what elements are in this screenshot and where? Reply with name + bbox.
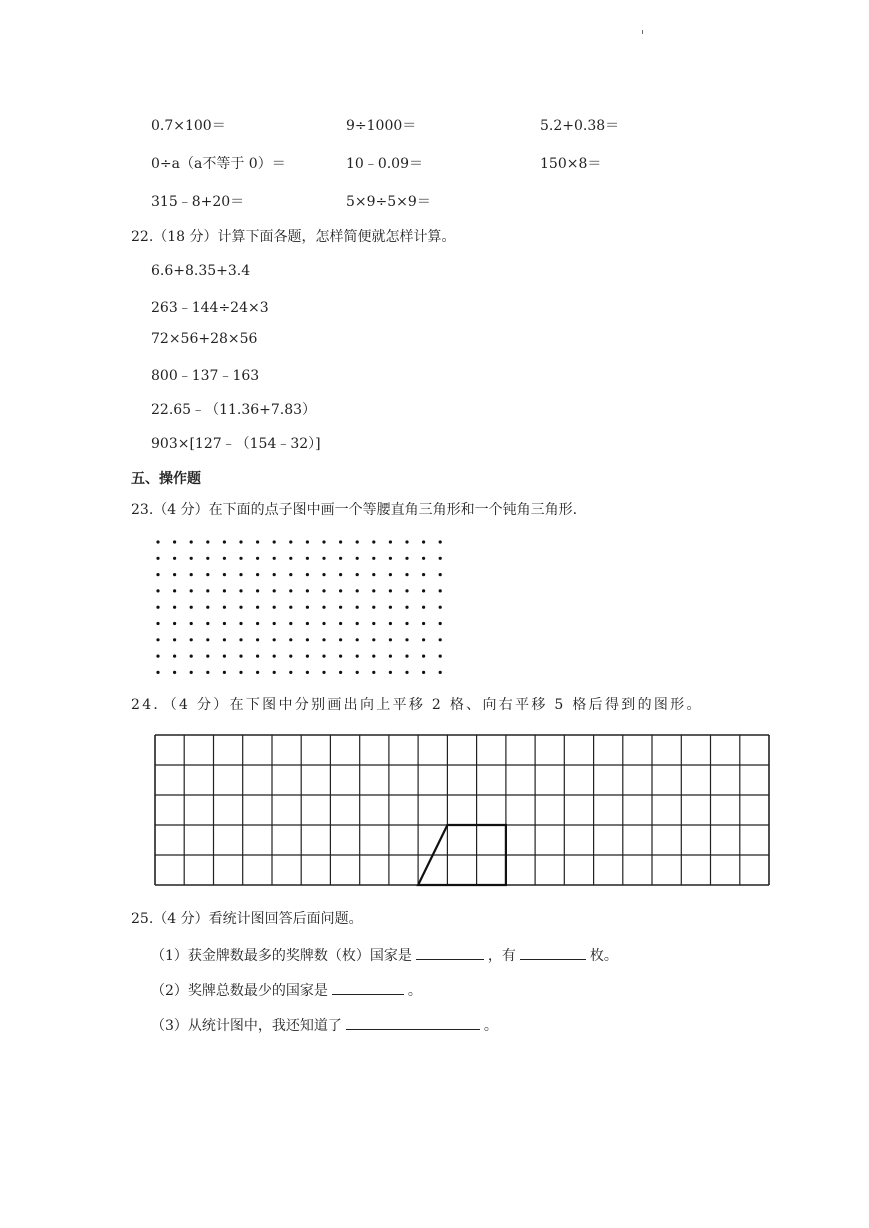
grid-dot	[239, 671, 242, 674]
grid-dot	[405, 638, 408, 641]
grid-dot	[223, 655, 226, 658]
grid-dot	[156, 573, 159, 576]
grid-dot	[173, 622, 176, 625]
grid-dot	[239, 606, 242, 609]
grid-dot	[223, 606, 226, 609]
mental-math-r3c1: 315﹣8+20＝	[151, 194, 245, 210]
grid-dot	[173, 638, 176, 641]
grid-dot	[256, 589, 259, 592]
grid-dot	[273, 540, 276, 543]
grid-dot	[389, 606, 392, 609]
grid-dot	[223, 638, 226, 641]
dot-grid[interactable]	[150, 534, 450, 679]
grid-dot	[389, 589, 392, 592]
q23-title: 23.（4 分）在下面的点子图中画一个等腰直角三角形和一个钝角三角形.	[131, 502, 578, 518]
grid-dot	[273, 671, 276, 674]
grid-dot	[156, 638, 159, 641]
grid-dot	[322, 671, 325, 674]
grid-dot	[256, 606, 259, 609]
grid-dot	[223, 671, 226, 674]
grid-dot	[256, 655, 259, 658]
grid-dot	[339, 671, 342, 674]
q22-title: 22.（18 分）计算下面各题，怎样简便就怎样计算。	[131, 229, 456, 245]
grid-dot	[422, 638, 425, 641]
grid-dot	[372, 671, 375, 674]
grid-dot	[372, 557, 375, 560]
grid-dot	[439, 557, 442, 560]
square-grid[interactable]	[150, 728, 775, 893]
grid-dot	[356, 557, 359, 560]
grid-dot	[372, 573, 375, 576]
grid-dot	[289, 540, 292, 543]
grid-dot	[322, 557, 325, 560]
grid-dot	[322, 540, 325, 543]
grid-dot	[306, 573, 309, 576]
grid-dot	[173, 573, 176, 576]
grid-dot	[306, 638, 309, 641]
q25-sub1	[151, 945, 618, 965]
grid-dot	[223, 589, 226, 592]
grid-dot	[422, 606, 425, 609]
grid-dot	[190, 622, 193, 625]
grid-dot	[306, 622, 309, 625]
q25-sub2	[151, 980, 422, 1000]
grid-dot	[206, 622, 209, 625]
grid-dot	[389, 655, 392, 658]
answer-blank-1[interactable]	[416, 945, 484, 960]
grid-dot	[389, 622, 392, 625]
grid-dot	[306, 671, 309, 674]
mental-math-r2c3: 150×8＝	[540, 156, 602, 172]
grid-dot	[439, 573, 442, 576]
grid-dot	[156, 671, 159, 674]
grid-dot	[356, 540, 359, 543]
grid-dot	[206, 540, 209, 543]
grid-dot	[190, 655, 193, 658]
mental-math-r1c3: 5.2+0.38＝	[540, 118, 620, 134]
grid-dot	[422, 655, 425, 658]
grid-dot	[173, 589, 176, 592]
q25-title: 25.（4 分）看统计图回答后面问题。	[131, 911, 363, 927]
grid-dot	[372, 540, 375, 543]
grid-dot	[322, 655, 325, 658]
q22-item-6: 903×[127﹣（154﹣32）]	[151, 436, 321, 452]
grid-dot	[339, 557, 342, 560]
grid-dot	[356, 638, 359, 641]
grid-dot	[273, 589, 276, 592]
grid-dot	[206, 589, 209, 592]
grid-dot	[173, 671, 176, 674]
grid-dot	[289, 606, 292, 609]
grid-dot	[356, 573, 359, 576]
q22-item-5: 22.65﹣（11.36+7.83）	[151, 402, 317, 418]
grid-dot	[239, 573, 242, 576]
grid-dot	[256, 540, 259, 543]
grid-dot	[206, 557, 209, 560]
grid-dot	[239, 638, 242, 641]
grid-dot	[289, 557, 292, 560]
q22-item-4: 800﹣137﹣163	[151, 368, 260, 384]
grid-dot	[156, 540, 159, 543]
grid-dot	[190, 671, 193, 674]
grid-dot	[223, 573, 226, 576]
grid-dot	[273, 573, 276, 576]
grid-dot	[289, 589, 292, 592]
grid-dot	[389, 557, 392, 560]
grid-dot	[190, 606, 193, 609]
q25-sub3	[151, 1015, 498, 1035]
grid-dot	[190, 589, 193, 592]
grid-dot	[439, 540, 442, 543]
grid-dot	[439, 638, 442, 641]
grid-dot	[306, 540, 309, 543]
grid-dot	[356, 606, 359, 609]
grid-dot	[405, 606, 408, 609]
grid-dot	[156, 606, 159, 609]
grid-dot	[190, 573, 193, 576]
grid-dot	[322, 573, 325, 576]
grid-dot	[206, 606, 209, 609]
grid-dot	[422, 671, 425, 674]
grid-dot	[273, 638, 276, 641]
answer-blank-2[interactable]	[520, 945, 586, 960]
grid-dot	[322, 638, 325, 641]
q25-sub1-text-a: （1）获金牌数最多的奖牌数（枚）国家是	[151, 948, 412, 964]
page-mark	[642, 30, 643, 34]
grid-dot	[306, 589, 309, 592]
grid-dot	[372, 655, 375, 658]
grid-dot	[223, 540, 226, 543]
grid-dot	[405, 622, 408, 625]
grid-dot	[156, 557, 159, 560]
q22-item-1: 6.6+8.35+3.4	[151, 263, 251, 279]
grid-dot	[223, 622, 226, 625]
grid-dot	[239, 589, 242, 592]
grid-dot	[289, 655, 292, 658]
mental-math-r3c2: 5×9÷5×9＝	[346, 194, 431, 210]
grid-dot	[173, 655, 176, 658]
grid-dot	[372, 589, 375, 592]
grid-dot	[372, 638, 375, 641]
grid-dot	[256, 671, 259, 674]
grid-dot	[239, 557, 242, 560]
grid-dot	[439, 589, 442, 592]
grid-dot	[339, 589, 342, 592]
grid-dot	[422, 557, 425, 560]
grid-dot	[372, 622, 375, 625]
q25-sub3-text-a: （3）从统计图中，我还知道了	[151, 1018, 342, 1034]
grid-dot	[322, 622, 325, 625]
grid-dot	[306, 557, 309, 560]
section-title: 五、操作题	[131, 471, 201, 487]
grid-dot	[372, 606, 375, 609]
grid-dot	[239, 655, 242, 658]
grid-dot	[422, 589, 425, 592]
grid-dot	[339, 573, 342, 576]
grid-dot	[289, 573, 292, 576]
mental-math-r1c2: 9÷1000＝	[346, 118, 417, 134]
grid-dot	[190, 540, 193, 543]
mental-math-r2c1: 0÷a（a不等于 0）＝	[151, 156, 286, 172]
grid-dot	[173, 557, 176, 560]
grid-dot	[173, 540, 176, 543]
grid-dot	[389, 671, 392, 674]
q25-sub2-text-a: （2）奖牌总数最少的国家是	[151, 983, 328, 999]
grid-dot	[339, 655, 342, 658]
grid-dot	[422, 622, 425, 625]
grid-dot	[156, 622, 159, 625]
grid-dot	[239, 622, 242, 625]
q25-sub1-text-b: ，有	[487, 948, 516, 964]
grid-dot	[190, 557, 193, 560]
grid-dot	[256, 557, 259, 560]
grid-dot	[356, 589, 359, 592]
q25-sub1-text-c: 枚。	[589, 948, 618, 964]
grid-dot	[306, 655, 309, 658]
answer-blank-4[interactable]	[346, 1015, 480, 1030]
grid-dot	[339, 638, 342, 641]
grid-dot	[206, 638, 209, 641]
grid-dot	[289, 622, 292, 625]
grid-dot	[389, 638, 392, 641]
grid-dot	[405, 589, 408, 592]
grid-dot	[405, 671, 408, 674]
grid-dot	[356, 622, 359, 625]
mental-math-r2c2: 10﹣0.09＝	[346, 156, 423, 172]
grid-dot	[206, 671, 209, 674]
grid-dot	[422, 540, 425, 543]
grid-dot	[206, 573, 209, 576]
grid-dot	[289, 671, 292, 674]
grid-dot	[405, 573, 408, 576]
grid-dot	[405, 557, 408, 560]
q22-item-3: 72×56+28×56	[151, 331, 258, 347]
grid-dot	[356, 655, 359, 658]
grid-dot	[422, 573, 425, 576]
grid-dot	[190, 638, 193, 641]
grid-dot	[239, 540, 242, 543]
grid-dot	[405, 540, 408, 543]
grid-dot	[322, 606, 325, 609]
grid-dot	[356, 671, 359, 674]
grid-dot	[273, 606, 276, 609]
grid-dot	[289, 638, 292, 641]
grid-dot	[439, 606, 442, 609]
grid-dot	[273, 557, 276, 560]
q22-item-2: 263﹣144÷24×3	[151, 300, 269, 316]
answer-blank-3[interactable]	[332, 980, 404, 995]
grid-dot	[256, 573, 259, 576]
grid-dot	[223, 557, 226, 560]
grid-dot	[439, 655, 442, 658]
mental-math-r1c1: 0.7×100＝	[151, 118, 226, 134]
q25-sub3-text-b: 。	[483, 1018, 498, 1034]
grid-dot	[156, 655, 159, 658]
grid-dot	[256, 622, 259, 625]
grid-dot	[439, 622, 442, 625]
grid-dot	[156, 589, 159, 592]
grid-dot	[273, 622, 276, 625]
q25-sub2-text-b: 。	[407, 983, 422, 999]
grid-dot	[322, 589, 325, 592]
grid-dot	[206, 655, 209, 658]
grid-dot	[439, 671, 442, 674]
grid-dot	[389, 540, 392, 543]
grid-dot	[173, 606, 176, 609]
grid-dot	[306, 606, 309, 609]
grid-dot	[339, 540, 342, 543]
grid-dot	[339, 622, 342, 625]
grid-dot	[273, 655, 276, 658]
grid-dot	[405, 655, 408, 658]
grid-dot	[256, 638, 259, 641]
grid-dot	[389, 573, 392, 576]
grid-dot	[339, 606, 342, 609]
q24-title: 24．（4 分）在下图中分别画出向上平移 2 格、向右平移 5 格后得到的图形。	[131, 697, 703, 713]
